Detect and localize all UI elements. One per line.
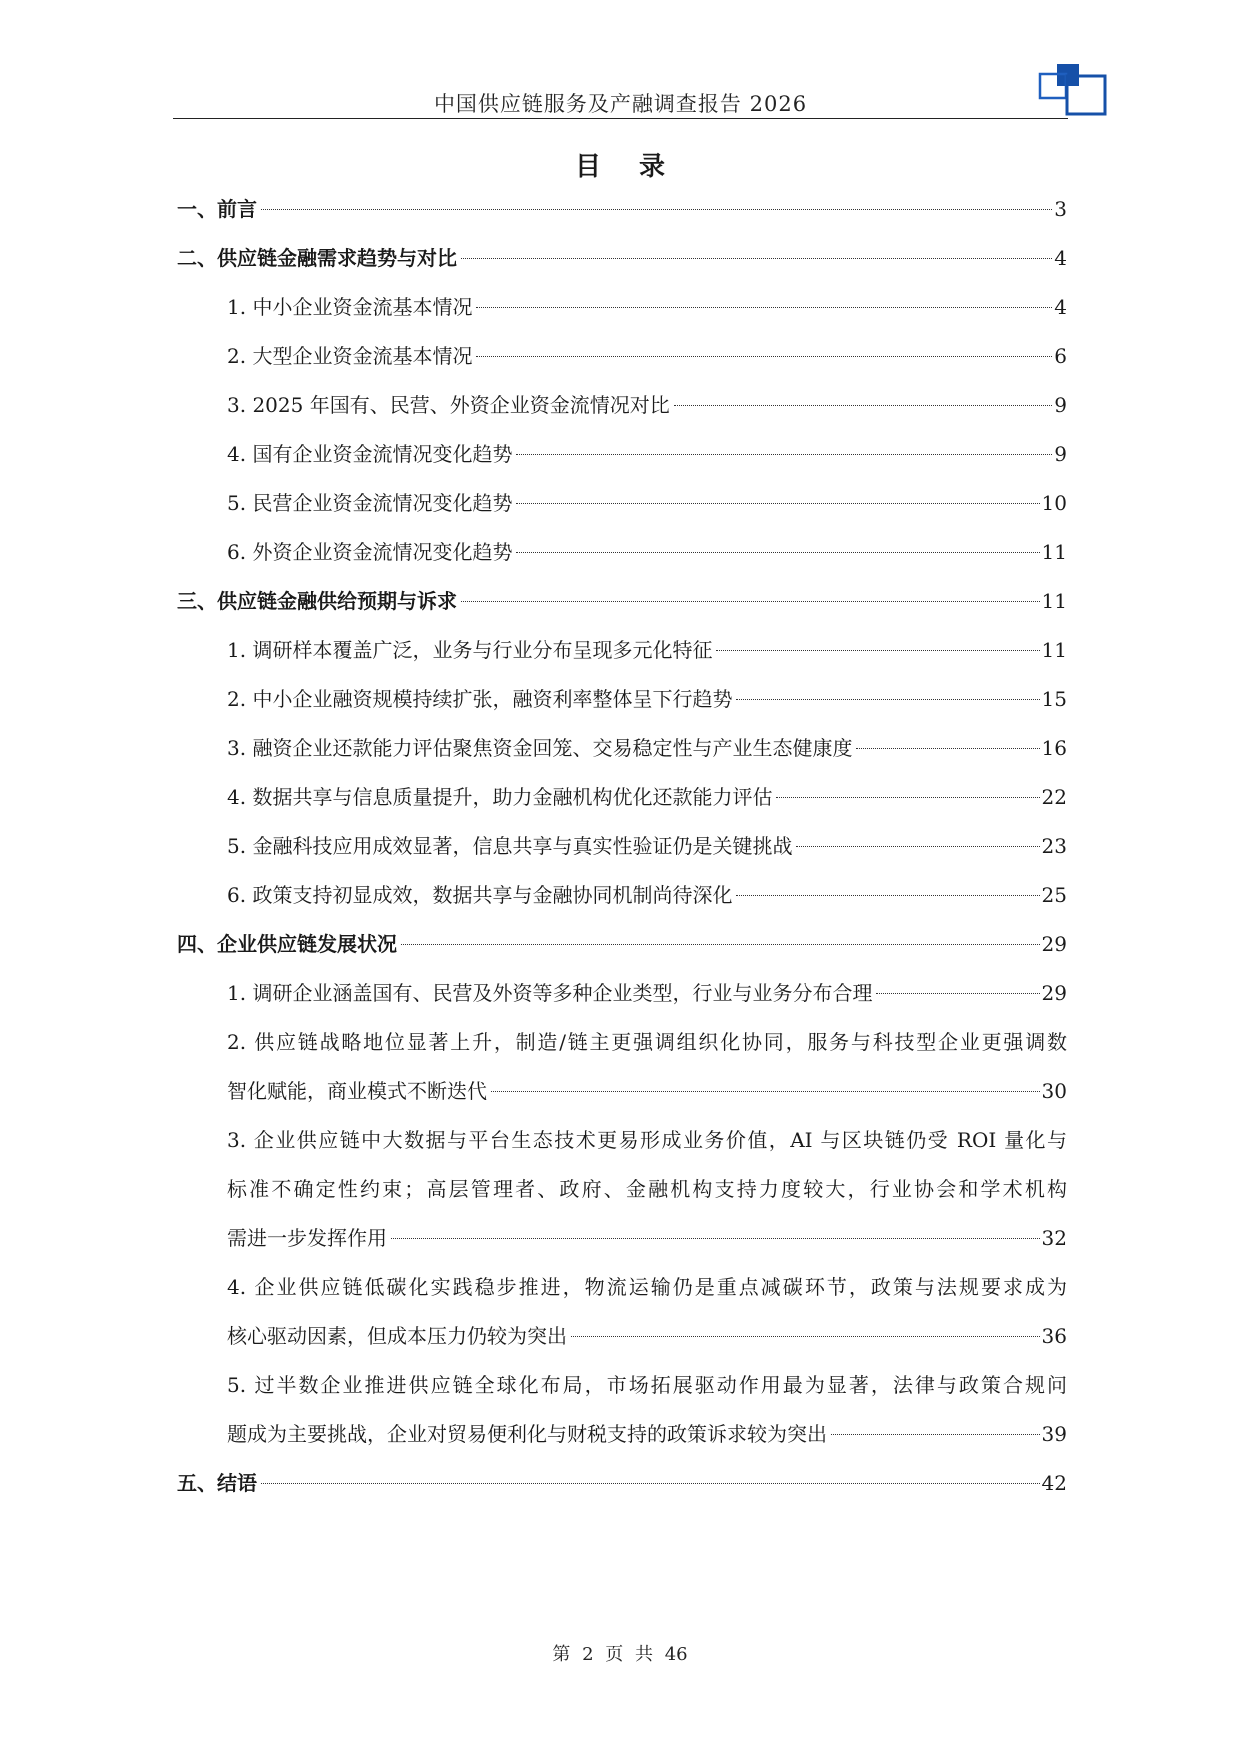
toc-entry-line: 5. 过半数企业推进供应链全球化布局，市场拓展驱动作用最为显著，法律与政策合规问 [227,1373,1067,1397]
toc-entry-3-6[interactable] [177,871,1067,920]
page-footer: 第 2 页 共 46 [552,1644,688,1665]
toc-entry-page: 11 [1041,540,1067,564]
toc-entry-4-3[interactable] [177,1116,1067,1263]
toc-entry-label: 4. 数据共享与信息质量提升，助力金融机构优化还款能力评估 [227,785,773,809]
toc-entry-4-4[interactable] [177,1263,1067,1361]
toc-entry-page: 32 [1041,1226,1067,1250]
dot-leader [401,944,1040,945]
toc-entry-2-5[interactable] [177,479,1067,528]
toc-entry-section-2[interactable] [177,234,1067,283]
toc-entry-2-3[interactable] [177,381,1067,430]
toc-entry-label: 3. 融资企业还款能力评估聚焦资金回笼、交易稳定性与产业生态健康度 [227,736,853,760]
toc-entry-line: 智化赋能，商业模式不断迭代 [227,1079,487,1103]
toc-entry-page: 42 [1041,1471,1067,1495]
dot-leader [856,748,1039,749]
toc-entry-page: 3 [1054,197,1067,221]
dot-leader [736,699,1039,700]
dot-leader [261,209,1052,210]
dot-leader [516,454,1052,455]
toc-entry-label: 二、供应链金融需求趋势与对比 [177,246,457,270]
dot-leader [674,405,1053,406]
toc-entry-label: 2. 中小企业融资规模持续扩张，融资利率整体呈下行趋势 [227,687,733,711]
dot-leader [461,258,1052,259]
toc-entry-4-2[interactable] [177,1018,1067,1116]
toc-entry-line: 3. 企业供应链中大数据与平台生态技术更易形成业务价值，AI 与区块链仍受 ROI 量化与 [227,1128,1067,1152]
toc-entry-2-6[interactable] [177,528,1067,577]
toc-entry-label: 5. 金融科技应用成效显著，信息共享与真实性验证仍是关键挑战 [227,834,793,858]
page-header [173,86,1068,119]
toc-entry-label: 6. 政策支持初显成效，数据共享与金融协同机制尚待深化 [227,883,733,907]
toc-entry-page: 30 [1041,1079,1067,1103]
toc-entry-label: 4. 国有企业资金流情况变化趋势 [227,442,513,466]
toc-entry-label: 1. 调研企业涵盖国有、民营及外资等多种企业类型，行业与业务分布合理 [227,981,873,1005]
toc-entry-page: 10 [1041,491,1067,515]
dot-leader [831,1434,1040,1435]
toc-entry-3-3[interactable] [177,724,1067,773]
toc-entry-page: 9 [1054,393,1067,417]
toc-entry-section-4[interactable] [177,920,1067,969]
toc-entry-label: 3. 2025 年国有、民营、外资企业资金流情况对比 [227,393,670,417]
toc-entry-page: 6 [1054,344,1067,368]
toc-entry-page: 4 [1054,295,1067,319]
toc-entry-4-5[interactable] [177,1361,1067,1459]
toc-entry-3-2[interactable] [177,675,1067,724]
toc-entry-label: 三、供应链金融供给预期与诉求 [177,589,457,613]
toc-entry-line: 核心驱动因素，但成本压力仍较为突出 [227,1324,567,1348]
toc-entry-2-2[interactable] [177,332,1067,381]
toc-entry-label: 1. 调研样本覆盖广泛，业务与行业分布呈现多元化特征 [227,638,713,662]
toc-entry-page: 9 [1054,442,1067,466]
toc-entry-preface[interactable] [177,185,1067,234]
toc-entry-page: 22 [1041,785,1067,809]
toc-entry-3-1[interactable] [177,626,1067,675]
dot-leader [876,993,1039,994]
toc-entry-label: 5. 民营企业资金流情况变化趋势 [227,491,513,515]
dot-leader [736,895,1039,896]
toc-entry-page: 23 [1041,834,1067,858]
toc-entry-page: 39 [1041,1422,1067,1446]
toc-entry-label: 四、企业供应链发展状况 [177,932,397,956]
toc-entry-conclusion[interactable] [177,1459,1067,1508]
toc-title: 目录 [574,152,703,182]
dot-leader [476,356,1052,357]
dot-leader [516,552,1039,553]
dot-leader [776,797,1039,798]
toc-entry-line: 需进一步发挥作用 [227,1226,387,1250]
toc-entry-label: 1. 中小企业资金流基本情况 [227,295,473,319]
toc-entry-line: 题成为主要挑战，企业对贸易便利化与财税支持的政策诉求较为突出 [227,1422,827,1446]
dot-leader [461,601,1040,602]
toc-entry-page: 29 [1041,981,1067,1005]
toc-entry-page: 4 [1054,246,1067,270]
toc-entry-3-5[interactable] [177,822,1067,871]
toc-entry-page: 16 [1041,736,1067,760]
dot-leader [796,846,1039,847]
table-of-contents [177,185,1067,1508]
dot-leader [516,503,1039,504]
toc-entry-page: 25 [1041,883,1067,907]
toc-entry-line: 2. 供应链战略地位显著上升，制造/链主更强调组织化协同，服务与科技型企业更强调数 [227,1030,1067,1054]
toc-entry-page: 11 [1041,589,1067,613]
toc-entry-label: 一、前言 [177,197,257,221]
header-title: 中国供应链服务及产融调查报告 2026 [433,92,808,116]
toc-entry-label: 6. 外资企业资金流情况变化趋势 [227,540,513,564]
toc-entry-section-3[interactable] [177,577,1067,626]
dot-leader [391,1238,1040,1239]
dot-leader [571,1336,1040,1337]
toc-entry-2-4[interactable] [177,430,1067,479]
toc-entry-3-4[interactable] [177,773,1067,822]
toc-entry-line: 4. 企业供应链低碳化实践稳步推进，物流运输仍是重点减碳环节，政策与法规要求成为 [227,1275,1067,1299]
report-logo-icon [1035,62,1109,118]
dot-leader [476,307,1052,308]
toc-entry-page: 11 [1041,638,1067,662]
toc-entry-page: 36 [1041,1324,1067,1348]
dot-leader [716,650,1039,651]
dot-leader [261,1483,1040,1484]
toc-entry-label: 2. 大型企业资金流基本情况 [227,344,473,368]
toc-entry-line: 标准不确定性约束；高层管理者、政府、金融机构支持力度较大，行业协会和学术机构 [227,1177,1067,1201]
dot-leader [491,1091,1040,1092]
toc-entry-page: 29 [1041,932,1067,956]
toc-entry-2-1[interactable] [177,283,1067,332]
toc-entry-page: 15 [1041,687,1067,711]
toc-entry-label: 五、结语 [177,1471,257,1495]
toc-entry-4-1[interactable] [177,969,1067,1018]
